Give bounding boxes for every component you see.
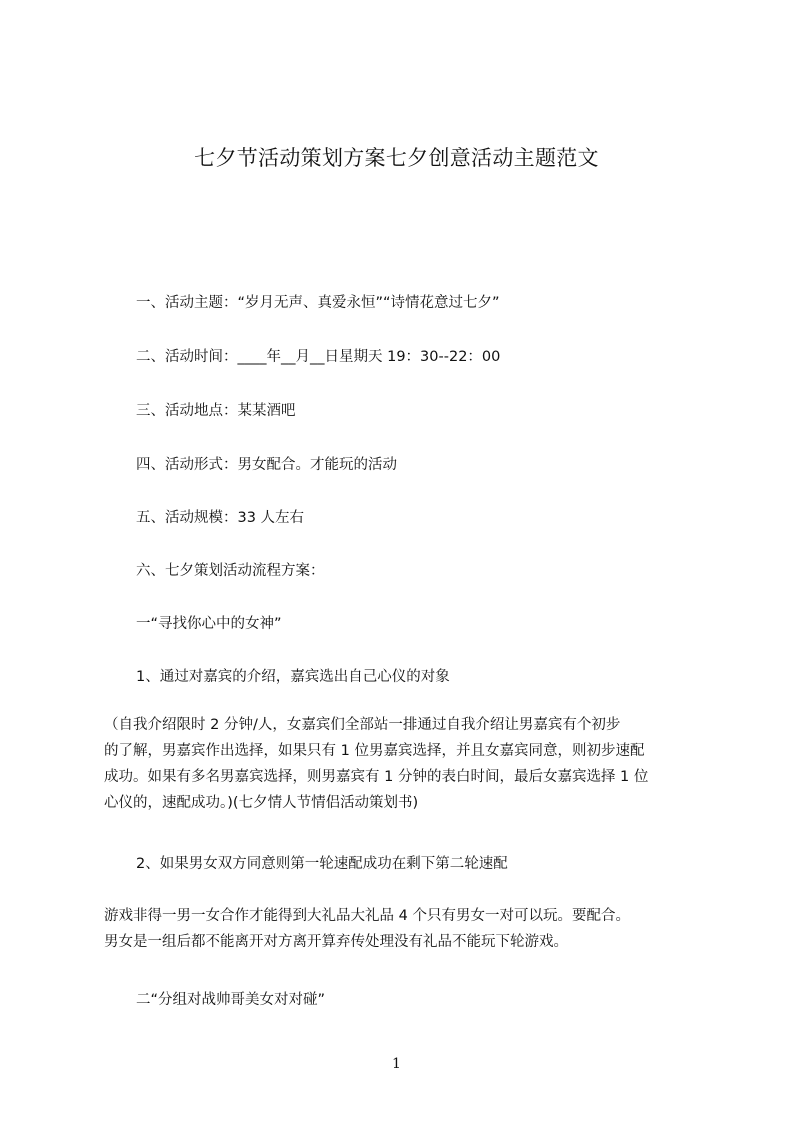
game-paragraph — [104, 903, 724, 955]
paragraph-line: 男女是一组后都不能离开对方离开算弃传处理没有礼品不能玩下轮游戏。 — [104, 934, 568, 950]
step-two-line: 2、如果男女双方同意则第一轮速配成功在剩下第二轮速配 — [136, 856, 508, 872]
paragraph-line: （自我介绍限时 2 分钟/人，女嘉宾们全部站一排通过自我介绍让男嘉宾有个初步 — [104, 717, 621, 733]
paragraph-line: 游戏非得一男一女合作才能得到大礼品大礼品 4 个只有男女一对可以玩。要配合。 — [104, 908, 630, 924]
intro-paragraph — [104, 712, 724, 816]
step-one-line: 1、通过对嘉宾的介绍，嘉宾选出自己心仪的对象 — [136, 669, 450, 685]
theme-line: 一、活动主题：“岁月无声、真爱永恒”“诗情花意过七夕” — [136, 295, 500, 311]
page-number: 1 — [392, 1056, 401, 1072]
section-one-heading: 一“寻找你心中的女神” — [136, 616, 282, 632]
paragraph-line: 成功。如果有多名男嘉宾选择，则男嘉宾有 1 分钟的表白时间，最后女嘉宾选择 1 位 — [104, 769, 649, 785]
document-title: 七夕节活动策划方案七夕创意活动主题范文 — [194, 146, 599, 170]
format-line: 四、活动形式：男女配合。才能玩的活动 — [136, 457, 397, 473]
process-heading: 六、七夕策划活动流程方案： — [136, 563, 325, 579]
location-line: 三、活动地点：某某酒吧 — [136, 403, 296, 419]
paragraph-line: 的了解，男嘉宾作出选择，如果只有 1 位男嘉宾选择，并且女嘉宾同意，则初步速配 — [104, 743, 645, 759]
time-line: 二、活动时间：____年__月__日星期天 19：30--22：00 — [136, 349, 501, 365]
section-two-heading: 二“分组对战帅哥美女对对碰” — [136, 992, 326, 1008]
scale-line: 五、活动规模：33 人左右 — [136, 510, 305, 526]
paragraph-line: 心仪的，速配成功。)(七夕情人节情侣活动策划书) — [104, 795, 419, 811]
